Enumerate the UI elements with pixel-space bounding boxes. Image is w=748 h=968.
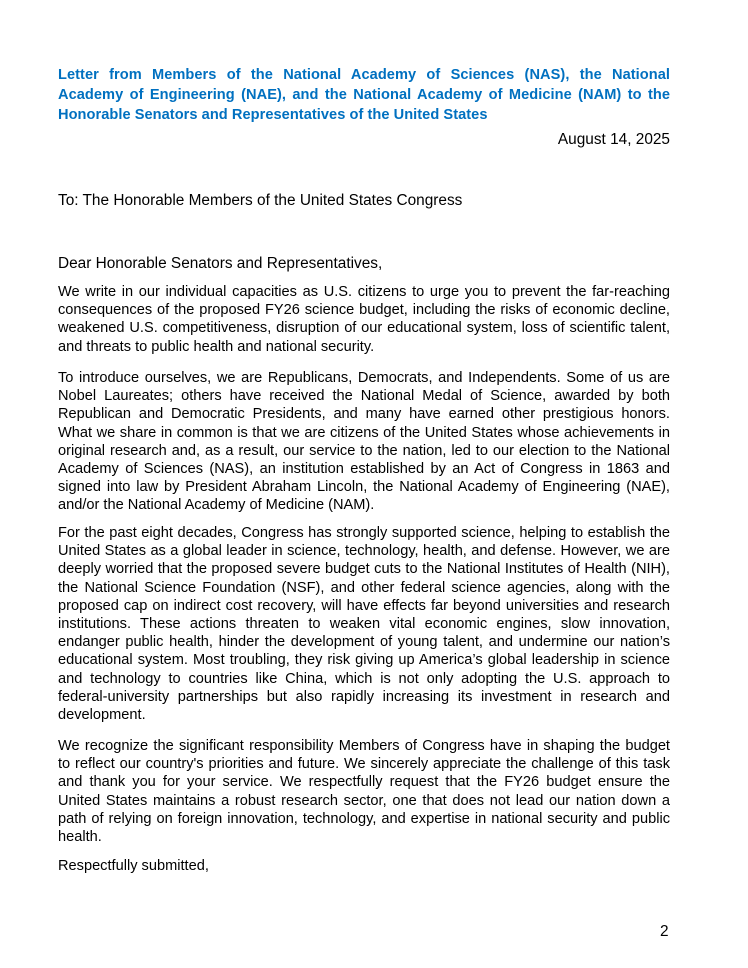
page-number: 2: [660, 923, 669, 940]
body-paragraph-3: For the past eight decades, Congress has strongly supported science, helping to establish the United States as a global leader in science, technology, health, and defense. However, we are deeply worried that the proposed severe budget cuts to the National Institutes of Health (NIH), the National Science Foundation (NSF), and other federal science agencies, along with the proposed cap on indirect cost recovery, will have effects far beyond universities and research institutions. These actions threaten to weaken vital economic engines, slow innovation, endanger public health, hinder the development of young talent, and undermine our nation’s educational system. Most troubling, they risk giving up America’s global leadership in science and technology to countries like China, which is not only adopting the U.S. approach to federal-university partnerships but also rapidly increasing its investment in research and development.: [58, 525, 670, 724]
body-paragraph-2: To introduce ourselves, we are Republicans, Democrats, and Independents. Some of us are Nobel Laureates; others have received the National Medal of Science, awarded by both Republican and Democratic Presidents, and many have earned other prestigious honors. What we share in common is that we are citizens of the United States whose achievements in original research and, as a result, our service to the nation, led to our election to the National Academy of Sciences (NAS), an institution established by an Act of Congress in 1863 and signed into law by President Abraham Lincoln, the National Academy of Engineering (NAE), and/or the National Academy of Medicine (NAM).: [58, 370, 670, 514]
letter-title: Letter from Members of the National Academy of Sciences (NAS), the National Academy of Engineering (NAE), and the National Academy of Medicine (NAM) to the Honorable Senators and Representatives of the United States: [58, 67, 670, 123]
body-paragraph-4: We recognize the significant responsibility Members of Congress have in shaping the budget to reflect our country's priorities and future. We sincerely appreciate the challenge of this task and thank you for your service. We respectfully request that the FY26 budget ensure the United States maintains a robust research sector, one that does not lead our nation down a path of relying on foreign innovation, technology, and expertise in national security and public health.: [58, 738, 670, 846]
closing-line: Respectfully submitted,: [58, 858, 209, 874]
letter-date: August 14, 2025: [557, 131, 670, 148]
body-paragraph-1: We write in our individual capacities as U.S. citizens to urge you to prevent the far-reaching consequences of the proposed FY26 science budget, including the risks of economic decline, weakened U.S. competitiveness, disruption of our educational system, loss of scientific talent, and threats to public health and national security.: [58, 284, 670, 355]
addressee-line: To: The Honorable Members of the United States Congress: [58, 192, 463, 209]
salutation: Dear Honorable Senators and Representatives,: [58, 255, 383, 272]
